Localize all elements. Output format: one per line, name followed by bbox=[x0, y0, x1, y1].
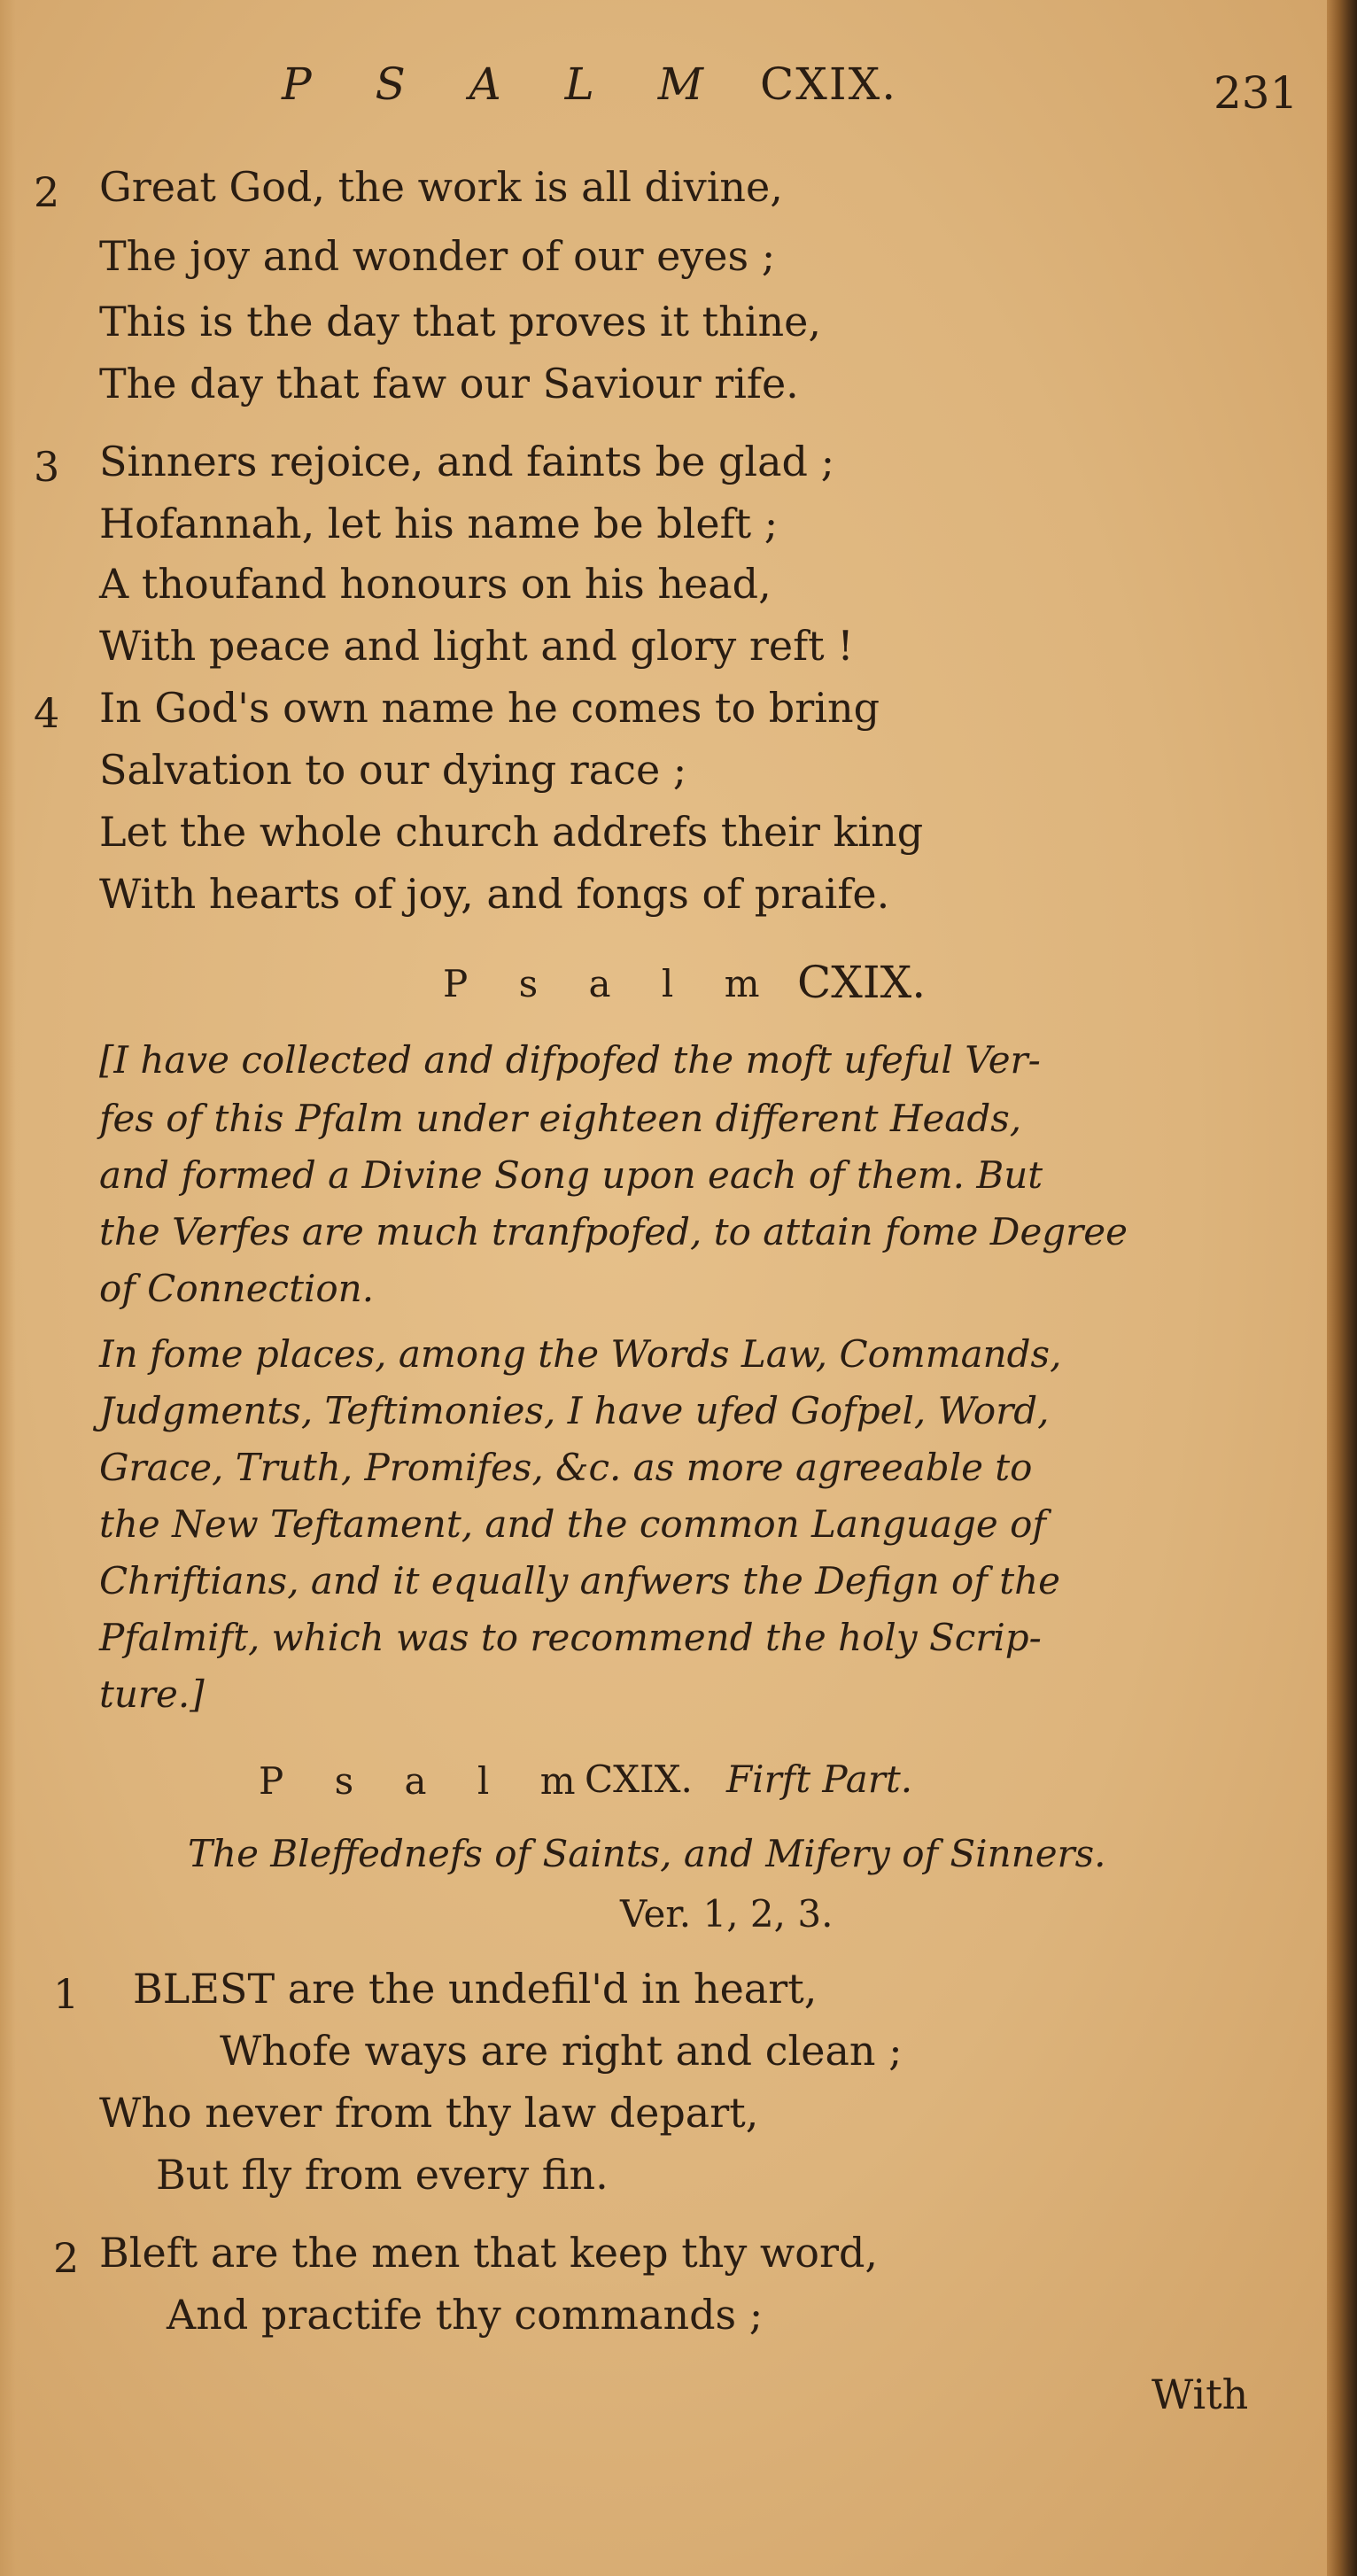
verse-line: This is the day that proves it thine, bbox=[99, 298, 821, 345]
stanza-number: 2 bbox=[34, 168, 60, 216]
verse-line: Let the whole church addrefs their king bbox=[99, 808, 924, 856]
stanza-number: 1 bbox=[53, 1970, 80, 2018]
running-head-number: CXIX. bbox=[760, 58, 898, 110]
note-line: Judgments, Teftimonies, I have ufed Gofpel, Word, bbox=[99, 1389, 1050, 1432]
verse-line: Who never from thy law depart, bbox=[99, 2089, 759, 2137]
note-line: the Verfes are much tranfpofed, to attain fome Degree bbox=[99, 1210, 1128, 1253]
verse-line: Sinners rejoice, and faints be glad ; bbox=[99, 438, 835, 485]
verse-line: Salvation to our dying race ; bbox=[99, 746, 687, 794]
verse-line: With hearts of joy, and fongs of praife. bbox=[99, 870, 890, 918]
verse-line: With peace and light and glory reft ! bbox=[99, 622, 854, 670]
note-line: ture.] bbox=[99, 1672, 205, 1716]
verse-line: The joy and wonder of our eyes ; bbox=[99, 232, 776, 280]
part-heading-label: P s a l m bbox=[259, 1759, 595, 1803]
verse-reference: Ver. 1, 2, 3. bbox=[620, 1892, 834, 1936]
verse-line: A thoufand honours on his head, bbox=[99, 560, 772, 608]
note-line: of Connection. bbox=[99, 1267, 375, 1310]
page-edge-binding bbox=[1327, 0, 1357, 2576]
verse-line: Whofe ways are right and clean ; bbox=[220, 2027, 903, 2075]
verse-line: The day that faw our Saviour rife. bbox=[99, 360, 799, 407]
verse-line: Great God, the work is all divine, bbox=[99, 163, 783, 211]
verse-line: And practife thy commands ; bbox=[167, 2291, 764, 2339]
note-line: [I have collected and difpofed the moft ufeful Ver- bbox=[99, 1038, 1041, 1082]
note-line: the New Teftament, and the common Language of bbox=[99, 1502, 1046, 1546]
verse-line: Bleft are the men that keep thy word, bbox=[99, 2229, 879, 2277]
part-heading-part: Firft Part. bbox=[726, 1757, 913, 1801]
note-line: Grace, Truth, Promifes, &c. as more agreeable to bbox=[99, 1446, 1033, 1489]
psalm-heading-label: P s a l m bbox=[443, 962, 779, 1005]
catchword: With bbox=[1152, 2370, 1249, 2418]
verse-line: But fly from every fin. bbox=[156, 2151, 609, 2199]
stanza-number: 3 bbox=[34, 443, 60, 491]
psalm-heading-number: CXIX. bbox=[797, 957, 927, 1008]
note-line: In fome places, among the Words Law, Commands, bbox=[99, 1332, 1062, 1376]
stanza-number: 2 bbox=[53, 2234, 80, 2282]
verse-line: In God's own name he comes to bring bbox=[99, 684, 880, 732]
page-gutter-shadow bbox=[0, 0, 16, 2576]
part-subtitle: The Bleffednefs of Saints, and Mifery of Sinners. bbox=[188, 1832, 1106, 1875]
verse-line: BLEST are the undefil'd in heart, bbox=[133, 1965, 818, 2013]
stanza-number: 4 bbox=[34, 689, 60, 737]
running-head-title: P S A L M bbox=[282, 58, 728, 110]
note-line: and formed a Divine Song upon each of them. But bbox=[99, 1153, 1043, 1197]
note-line: Pfalmift, which was to recommend the holy Scrip- bbox=[99, 1616, 1042, 1659]
page-number: 231 bbox=[1214, 67, 1299, 119]
verse-line: Hofannah, let his name be bleft ; bbox=[99, 500, 779, 547]
part-heading-number: CXIX. bbox=[585, 1757, 693, 1801]
note-line: fes of this Pfalm under eighteen different Heads, bbox=[99, 1097, 1022, 1140]
note-line: Chriftians, and it equally anfwers the Defign of the bbox=[99, 1559, 1061, 1602]
